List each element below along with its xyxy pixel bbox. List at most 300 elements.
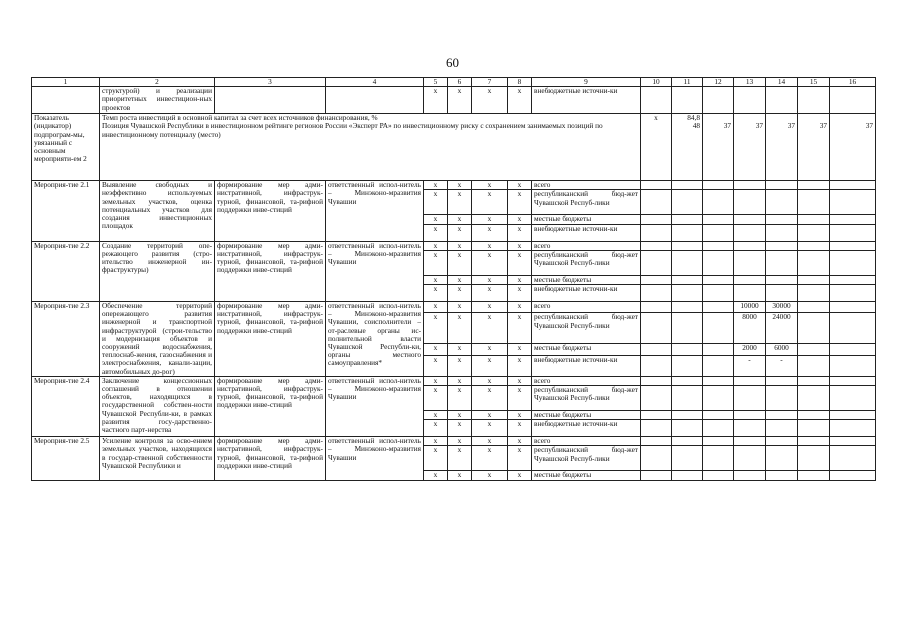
value-cell	[641, 411, 672, 420]
value-cell	[798, 87, 830, 114]
value-cell	[641, 355, 672, 376]
x-mark: x	[508, 275, 532, 284]
x-mark: x	[472, 471, 508, 480]
value-cell	[798, 285, 830, 302]
x-mark: x	[448, 215, 472, 224]
x-mark: x	[424, 411, 448, 420]
funding-source-label: всего	[532, 376, 641, 385]
value-cell	[734, 386, 766, 411]
x-mark: x	[508, 344, 532, 355]
event-row	[32, 437, 876, 446]
value-cell	[830, 446, 876, 471]
value-cell	[641, 241, 672, 250]
indicator-value	[672, 114, 703, 181]
indicator-growth-rate: Темп роста инвестиций в основной капитал за счет всех источников финансирования, %	[102, 113, 378, 123]
value-cell	[641, 302, 672, 313]
rating-value: 37	[723, 121, 731, 131]
value-cell	[703, 344, 734, 355]
x-mark: x	[424, 302, 448, 313]
value-cell	[641, 215, 672, 224]
value-cell	[798, 313, 830, 344]
x-mark: x	[508, 190, 532, 215]
value-cell	[734, 411, 766, 420]
funding-source-label: местные бюджеты	[532, 275, 641, 284]
x-mark: x	[424, 471, 448, 480]
x-mark: x	[472, 181, 508, 190]
indicator-value	[830, 114, 876, 181]
value-cell	[703, 386, 734, 411]
x-mark: x	[472, 313, 508, 344]
funding-source-label: внебюджетные источни-ки	[532, 87, 641, 114]
x-mark: x	[424, 224, 448, 241]
value-cell	[830, 275, 876, 284]
value-cell	[672, 87, 703, 114]
value-cell	[734, 376, 766, 385]
x-mark: x	[472, 190, 508, 215]
event-label: Мероприя-тие 2.2	[32, 241, 100, 301]
x-mark: x	[472, 241, 508, 250]
indicator-value	[703, 114, 734, 181]
event-label: Мероприя-тие 2.3	[32, 302, 100, 377]
x-mark: x	[424, 241, 448, 250]
value-cell	[641, 275, 672, 284]
value-cell	[830, 344, 876, 355]
rating-value: 37	[865, 121, 873, 131]
rating-value: 37	[819, 121, 827, 131]
x-mark: x	[448, 275, 472, 284]
x-mark: x	[508, 302, 532, 313]
value-cell	[798, 411, 830, 420]
value-cell	[672, 313, 703, 344]
value-cell	[798, 355, 830, 376]
value-cell	[798, 386, 830, 411]
value-cell	[672, 420, 703, 437]
funding-source-label: местные бюджеты	[532, 344, 641, 355]
empty-cell	[32, 87, 100, 114]
event-description: Создание территорий опе-режающего развития (стро-ительство инженерной ин-фраструктуры)	[100, 241, 215, 301]
x-mark: x	[508, 411, 532, 420]
x-mark: x	[472, 420, 508, 437]
value-cell	[830, 313, 876, 344]
value-cell	[734, 241, 766, 250]
x-mark: x	[472, 386, 508, 411]
value-cell	[734, 250, 766, 275]
x-mark: x	[472, 250, 508, 275]
funding-source-label: республиканский бюд-жет Чувашской Респуб-лики	[532, 446, 641, 471]
funding-source-label: внебюджетные источни-ки	[532, 285, 641, 302]
value-cell	[766, 285, 798, 302]
value-cell	[798, 190, 830, 215]
value-cell	[672, 275, 703, 284]
event-row	[32, 241, 876, 250]
value-cell	[703, 285, 734, 302]
value-cell	[672, 302, 703, 313]
value-cell	[672, 411, 703, 420]
x-mark: x	[448, 471, 472, 480]
value-cell	[766, 437, 798, 446]
value-cell	[766, 411, 798, 420]
value-cell	[734, 224, 766, 241]
event-description: Заключение концессионных соглашений в отношении объектов, находящихся в государственной собствен-ности Чувашской Республи-ки, в рамках развития госу-дарственно-частного парт-нерства	[100, 376, 215, 436]
x-mark: x	[448, 420, 472, 437]
x-mark: x	[508, 215, 532, 224]
funding-source-label: республиканский бюд-жет Чувашской Респуб-лики	[532, 386, 641, 411]
value-cell	[641, 420, 672, 437]
event-executor: ответственный испол-нитель – Минэконо-мразвития Чувашии	[326, 437, 424, 480]
value-cell	[672, 344, 703, 355]
column-number: 12	[703, 78, 734, 87]
x-mark: x	[472, 376, 508, 385]
x-mark: x	[472, 285, 508, 302]
value-cell	[734, 215, 766, 224]
column-number: 10	[641, 78, 672, 87]
column-number: 2	[100, 78, 215, 87]
indicator-text	[100, 114, 641, 181]
x-mark: x	[424, 376, 448, 385]
funding-source-label: всего	[532, 241, 641, 250]
x-mark: x	[424, 446, 448, 471]
column-number: 3	[215, 78, 326, 87]
value-cell	[766, 471, 798, 480]
value-cell	[766, 376, 798, 385]
value-cell	[766, 224, 798, 241]
x-mark: x	[472, 355, 508, 376]
value-cell	[830, 285, 876, 302]
event-executor: ответственный испол-нитель – Минэконо-мразвития Чувашии	[326, 181, 424, 241]
x-mark: x	[424, 190, 448, 215]
value-cell	[734, 275, 766, 284]
value-cell	[641, 87, 672, 114]
x-mark: x	[424, 355, 448, 376]
funding-source-label: местные бюджеты	[532, 411, 641, 420]
indicator-rating-position: Позиция Чувашской Республики в инвестиционном рейтинге регионов России «Эксперт РА» по инвестиционному риску с сохранением занимаемых позиций по инвестиционному потенциалу (место)	[102, 121, 603, 139]
column-number: 11	[672, 78, 703, 87]
x-mark: x	[448, 376, 472, 385]
value-cell	[703, 215, 734, 224]
value-cell: -	[766, 355, 798, 376]
value-cell	[672, 386, 703, 411]
value-cell: 6000	[766, 344, 798, 355]
funding-source-label: республиканский бюд-жет Чувашской Респуб-лики	[532, 313, 641, 344]
event-description: Обеспечение территорий опережающего развития инженерной и транспортной инфраструктурой (строи-тельство и модернизация объектов и сооружений водоснабжения, теплоснаб-жения, газоснабжения и электроснабжения, канали-зации, автомобильных до-рог)	[100, 302, 215, 377]
value-cell	[734, 446, 766, 471]
event-label: Мероприя-тие 2.1	[32, 181, 100, 241]
column-number: 6	[448, 78, 472, 87]
indicator-value	[766, 114, 798, 181]
value-cell	[830, 437, 876, 446]
value-cell: -	[734, 355, 766, 376]
x-mark: x	[448, 190, 472, 215]
x-mark: x	[508, 224, 532, 241]
value-cell	[703, 471, 734, 480]
funding-source-label: республиканский бюд-жет Чувашской Респуб-лики	[532, 190, 641, 215]
indicator-label: Показатель (индикатор) подпрограм-мы, увязанный с основным мероприяти-ем 2	[32, 114, 100, 181]
value-cell	[830, 241, 876, 250]
funding-source-label: внебюджетные источни-ки	[532, 224, 641, 241]
value-cell	[703, 87, 734, 114]
value-cell	[798, 275, 830, 284]
value-cell	[641, 285, 672, 302]
x-mark: x	[424, 313, 448, 344]
value-cell	[798, 376, 830, 385]
event-row	[32, 302, 876, 313]
value-cell	[641, 190, 672, 215]
value-cell	[672, 471, 703, 480]
value-cell	[734, 181, 766, 190]
x-mark: x	[424, 344, 448, 355]
value-cell	[703, 224, 734, 241]
column-number-row	[32, 78, 876, 87]
value-cell	[672, 376, 703, 385]
value-cell	[830, 471, 876, 480]
value-cell	[734, 190, 766, 215]
value-cell	[830, 411, 876, 420]
x-mark: x	[508, 181, 532, 190]
x-mark: x	[424, 420, 448, 437]
value-cell	[798, 471, 830, 480]
x-mark: x	[424, 386, 448, 411]
x-mark: x	[472, 302, 508, 313]
x-mark: x	[472, 344, 508, 355]
indicator-row	[32, 114, 876, 181]
x-mark: x	[448, 437, 472, 446]
x-mark: x	[448, 411, 472, 420]
value-cell	[641, 376, 672, 385]
value-cell	[766, 420, 798, 437]
empty-cell	[326, 87, 424, 114]
event-measures: формирование мер адми-нистративной, инфраструк-турной, финансовой, та-рифной поддержки инве-стиций	[215, 181, 326, 241]
funding-source-label: местные бюджеты	[532, 215, 641, 224]
x-mark: x	[508, 241, 532, 250]
value-cell	[830, 215, 876, 224]
column-number: 16	[830, 78, 876, 87]
continuation-row	[32, 87, 876, 114]
value-cell	[766, 241, 798, 250]
x-mark: x	[472, 87, 508, 114]
x-mark: x	[508, 313, 532, 344]
rating-value: 48	[692, 121, 700, 131]
event-measures: формирование мер адми-нистративной, инфраструк-турной, финансовой, та-рифной поддержки инве-стиций	[215, 241, 326, 301]
x-mark: x	[641, 114, 672, 181]
growth-value: 84,8	[687, 113, 700, 123]
value-cell	[703, 250, 734, 275]
value-cell	[672, 355, 703, 376]
event-executor: ответственный испол-нитель – Минэконо-мразвития Чувашии	[326, 376, 424, 436]
value-cell	[641, 250, 672, 275]
value-cell	[798, 446, 830, 471]
value-cell	[830, 224, 876, 241]
indicator-value	[734, 114, 766, 181]
x-mark: x	[472, 224, 508, 241]
value-cell	[766, 87, 798, 114]
x-mark: x	[448, 446, 472, 471]
x-mark: x	[448, 302, 472, 313]
value-cell: 24000	[766, 313, 798, 344]
value-cell: 2000	[734, 344, 766, 355]
value-cell	[641, 471, 672, 480]
value-cell	[766, 386, 798, 411]
x-mark: x	[424, 285, 448, 302]
value-cell	[672, 241, 703, 250]
x-mark: x	[508, 250, 532, 275]
x-mark: x	[448, 181, 472, 190]
value-cell	[798, 181, 830, 190]
event-label: Мероприя-тие 2.4	[32, 376, 100, 436]
column-number: 13	[734, 78, 766, 87]
x-mark: x	[424, 215, 448, 224]
value-cell	[703, 355, 734, 376]
funding-source-label: всего	[532, 437, 641, 446]
value-cell	[703, 302, 734, 313]
value-cell	[766, 446, 798, 471]
value-cell	[641, 181, 672, 190]
event-row	[32, 181, 876, 190]
event-description: Выявление свободных и неэффективно используемых земельных участков, оценка потенциальных участков для создания инвестиционных площадок	[100, 181, 215, 241]
x-mark: x	[472, 411, 508, 420]
value-cell	[830, 386, 876, 411]
value-cell	[703, 446, 734, 471]
x-mark: x	[508, 437, 532, 446]
value-cell	[830, 355, 876, 376]
value-cell	[703, 437, 734, 446]
value-cell	[672, 437, 703, 446]
value-cell	[766, 250, 798, 275]
value-cell	[734, 420, 766, 437]
x-mark: x	[472, 215, 508, 224]
value-cell	[734, 87, 766, 114]
event-measures: формирование мер адми-нистративной, инфраструк-турной, финансовой, та-рифной поддержки инве-стиций	[215, 437, 326, 480]
column-number: 4	[326, 78, 424, 87]
x-mark: x	[508, 376, 532, 385]
x-mark: x	[448, 285, 472, 302]
x-mark: x	[448, 344, 472, 355]
x-mark: x	[448, 87, 472, 114]
value-cell	[734, 437, 766, 446]
indicator-value	[798, 114, 830, 181]
value-cell	[672, 250, 703, 275]
x-mark: x	[424, 181, 448, 190]
x-mark: x	[472, 446, 508, 471]
value-cell	[672, 285, 703, 302]
program-table	[31, 77, 876, 481]
column-number: 1	[32, 78, 100, 87]
funding-source-label: республиканский бюд-жет Чувашской Респуб-лики	[532, 250, 641, 275]
x-mark: x	[424, 250, 448, 275]
event-executor: ответственный испол-нитель – Минэконо-мразвития Чувашии	[326, 241, 424, 301]
rating-value: 37	[787, 121, 795, 131]
x-mark: x	[472, 275, 508, 284]
value-cell	[830, 181, 876, 190]
value-cell	[798, 224, 830, 241]
column-number: 7	[472, 78, 508, 87]
value-cell	[798, 344, 830, 355]
value-cell	[766, 190, 798, 215]
value-cell	[703, 411, 734, 420]
value-cell	[703, 376, 734, 385]
value-cell	[703, 241, 734, 250]
value-cell	[703, 313, 734, 344]
column-number: 14	[766, 78, 798, 87]
value-cell	[641, 313, 672, 344]
value-cell	[798, 420, 830, 437]
value-cell	[734, 471, 766, 480]
value-cell	[734, 285, 766, 302]
value-cell	[672, 446, 703, 471]
x-mark: x	[448, 355, 472, 376]
x-mark: x	[508, 355, 532, 376]
event-row	[32, 376, 876, 385]
column-number: 8	[508, 78, 532, 87]
value-cell	[703, 275, 734, 284]
value-cell	[672, 224, 703, 241]
value-cell	[672, 215, 703, 224]
x-mark: x	[448, 313, 472, 344]
column-number: 15	[798, 78, 830, 87]
x-mark: x	[508, 87, 532, 114]
x-mark: x	[424, 87, 448, 114]
x-mark: x	[424, 275, 448, 284]
value-cell	[672, 190, 703, 215]
x-mark: x	[448, 241, 472, 250]
x-mark: x	[448, 250, 472, 275]
x-mark: x	[472, 437, 508, 446]
value-cell	[830, 250, 876, 275]
x-mark: x	[448, 386, 472, 411]
event-executor: ответственный испол-нитель – Минэконо-мразвития Чувашии, соисполнители – от-раслевые органы ис-полнительной власти Чувашской Республи-ки, органы местного самоуправления*	[326, 302, 424, 377]
value-cell	[830, 376, 876, 385]
column-number: 5	[424, 78, 448, 87]
value-cell	[798, 250, 830, 275]
value-cell	[798, 302, 830, 313]
event-label: Мероприя-тие 2.5	[32, 437, 100, 480]
x-mark: x	[424, 437, 448, 446]
value-cell	[830, 190, 876, 215]
value-cell	[766, 275, 798, 284]
x-mark: x	[508, 446, 532, 471]
rating-value: 37	[755, 121, 763, 131]
value-cell	[703, 181, 734, 190]
value-cell	[798, 437, 830, 446]
x-mark: x	[508, 285, 532, 302]
x-mark: x	[508, 471, 532, 480]
funding-source-label: местные бюджеты	[532, 471, 641, 480]
x-mark: x	[508, 420, 532, 437]
page-number: 60	[446, 55, 459, 70]
value-cell	[672, 181, 703, 190]
value-cell	[641, 224, 672, 241]
empty-cell	[215, 87, 326, 114]
funding-source-label: внебюджетные источни-ки	[532, 420, 641, 437]
measure-description: структурой) и реализации приоритетных инвестицион-ных проектов	[100, 87, 215, 114]
x-mark: x	[448, 224, 472, 241]
value-cell	[641, 446, 672, 471]
value-cell	[830, 420, 876, 437]
value-cell	[798, 215, 830, 224]
funding-source-label: всего	[532, 181, 641, 190]
event-description: Усиление контроля за осво-ением земельных участков, находящихся в государ-ственной собственности Чувашской Республики и	[100, 437, 215, 480]
event-measures: формирование мер адми-нистративной, инфраструк-турной, финансовой, та-рифной поддержки инве-стиций	[215, 302, 326, 377]
x-mark: x	[508, 386, 532, 411]
value-cell: 10000	[734, 302, 766, 313]
value-cell	[703, 190, 734, 215]
value-cell	[641, 344, 672, 355]
column-number: 9	[532, 78, 641, 87]
value-cell: 8000	[734, 313, 766, 344]
value-cell	[830, 302, 876, 313]
value-cell	[766, 181, 798, 190]
value-cell	[641, 386, 672, 411]
value-cell	[798, 241, 830, 250]
